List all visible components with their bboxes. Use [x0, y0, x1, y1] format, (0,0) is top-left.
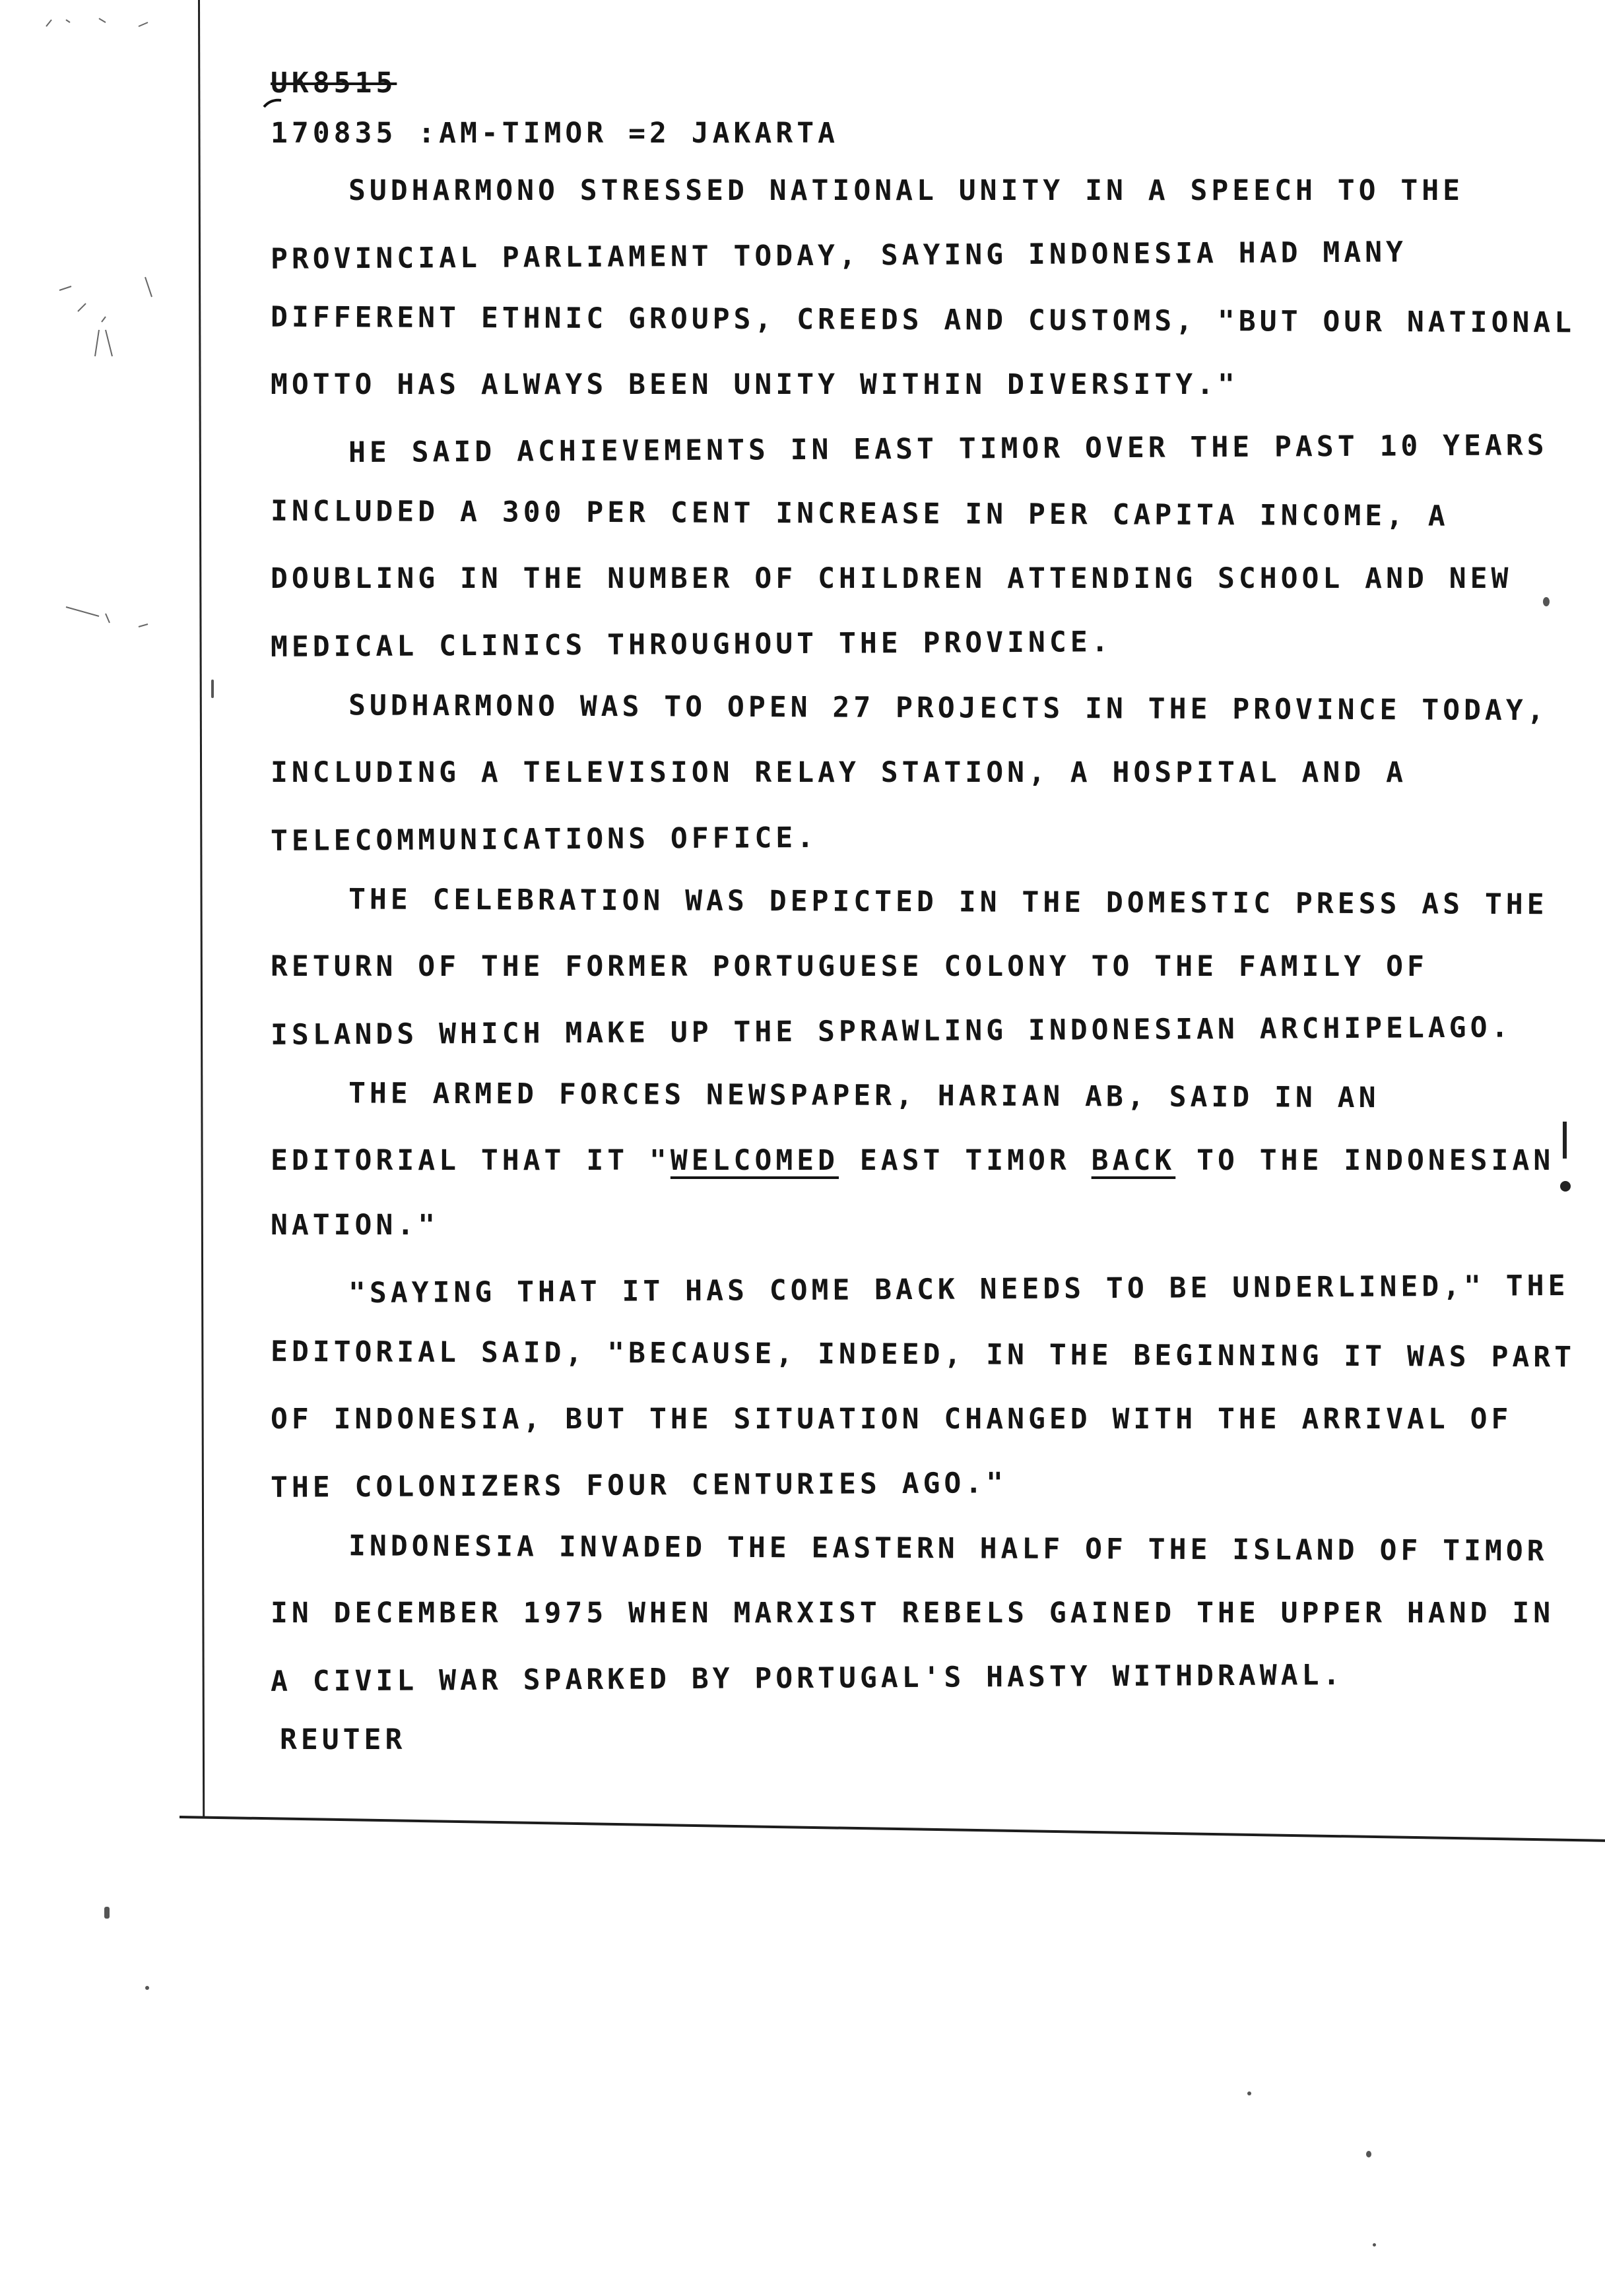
speck	[1366, 2151, 1371, 2157]
speck	[104, 1907, 110, 1919]
text-line: NATION."	[271, 1209, 440, 1242]
underlined-text-line: EDITORIAL THAT IT "WELCOMED EAST TIMOR BACK TO THE INDONESIAN	[271, 1144, 1555, 1177]
story-body	[270, 158, 1576, 1128]
text-line: DIFFERENT ETHNIC GROUPS, CREEDS AND CUSTOMS, "BUT OUR NATIONAL	[270, 300, 1576, 340]
text-line: PROVINCIAL PARLIAMENT TODAY, SAYING INDONESIA HAD MANY	[270, 236, 1408, 276]
text-line: MOTTO HAS ALWAYS BEEN UNITY WITHIN DIVERSITY."	[271, 368, 1239, 401]
margin-annotation-dot	[1560, 1181, 1571, 1192]
page-border-bottom	[180, 1816, 1605, 1842]
text-line: A CIVIL WAR SPARKED BY PORTUGAL'S HASTY WITHDRAWAL.	[270, 1658, 1344, 1698]
paragraph-first-line: "SAYING THAT IT HAS COME BACK NEEDS TO BE UNDERLINED," THE	[348, 1269, 1569, 1310]
page-border-left	[198, 0, 205, 1818]
speck	[1373, 2243, 1376, 2247]
text-line: TELECOMMUNICATIONS OFFICE.	[270, 821, 818, 858]
text-line: THE COLONIZERS FOUR CENTURIES AGO."	[270, 1467, 1008, 1504]
text-line: MEDICAL CLINICS THROUGHOUT THE PROVINCE.	[270, 625, 1113, 664]
speck	[145, 1986, 149, 1990]
paragraph-first-line: THE ARMED FORCES NEWSPAPER, HARIAN AB, SAID IN AN	[348, 1077, 1380, 1115]
paragraph-first-line: SUDHARMONO WAS TO OPEN 27 PROJECTS IN THE PROVINCE TODAY,	[348, 689, 1548, 728]
underlined-word-back: BACK	[1091, 1144, 1176, 1177]
message-id: UK8515	[271, 67, 397, 100]
paragraph-first-line: THE CELEBRATION WAS DEPICTED IN THE DOMESTIC PRESS AS THE	[348, 883, 1548, 922]
text-line: IN DECEMBER 1975 WHEN MARXIST REBELS GAINED THE UPPER HAND IN	[271, 1597, 1555, 1630]
text-line: ISLANDS WHICH MAKE UP THE SPRAWLING INDONESIAN ARCHIPELAGO.	[270, 1011, 1513, 1052]
speck	[1247, 2091, 1251, 2095]
text-line: DOUBLING IN THE NUMBER OF CHILDREN ATTENDING SCHOOL AND NEW	[271, 562, 1513, 595]
underlined-word-welcomed: WELCOMED	[670, 1144, 839, 1177]
paragraph-first-line: SUDHARMONO STRESSED NATIONAL UNITY IN A SPEECH TO THE	[348, 174, 1464, 207]
text-line: RETURN OF THE FORMER PORTUGUESE COLONY TO THE FAMILY OF	[271, 950, 1428, 983]
margin-scratches	[0, 0, 198, 792]
dateline: 170835 :AM-TIMOR =2 JAKARTA	[271, 117, 839, 150]
paragraph-first-line: HE SAID ACHIEVEMENTS IN EAST TIMOR OVER THE PAST 10 YEARS	[348, 429, 1548, 470]
text-line: EDITORIAL SAID, "BECAUSE, INDEED, IN THE BEGINNING IT WAS PART	[270, 1335, 1576, 1374]
text-line: INCLUDED A 300 PER CENT INCREASE IN PER CAPITA INCOME, A	[270, 494, 1449, 533]
message-id-line	[271, 58, 1544, 108]
agency-signoff: REUTER	[280, 1723, 407, 1756]
text-line: INCLUDING A TELEVISION RELAY STATION, A HOSPITAL AND A	[271, 756, 1407, 789]
story-body-continued	[270, 1193, 1576, 1710]
text-line: OF INDONESIA, BUT THE SITUATION CHANGED WITH THE ARRIVAL OF	[271, 1403, 1513, 1436]
speck	[1543, 597, 1550, 606]
speck	[211, 680, 214, 698]
margin-annotation-bar	[1563, 1122, 1567, 1159]
paragraph-first-line: INDONESIA INVADED THE EASTERN HALF OF THE ISLAND OF TIMOR	[348, 1529, 1548, 1568]
telex-message	[270, 58, 1576, 1770]
